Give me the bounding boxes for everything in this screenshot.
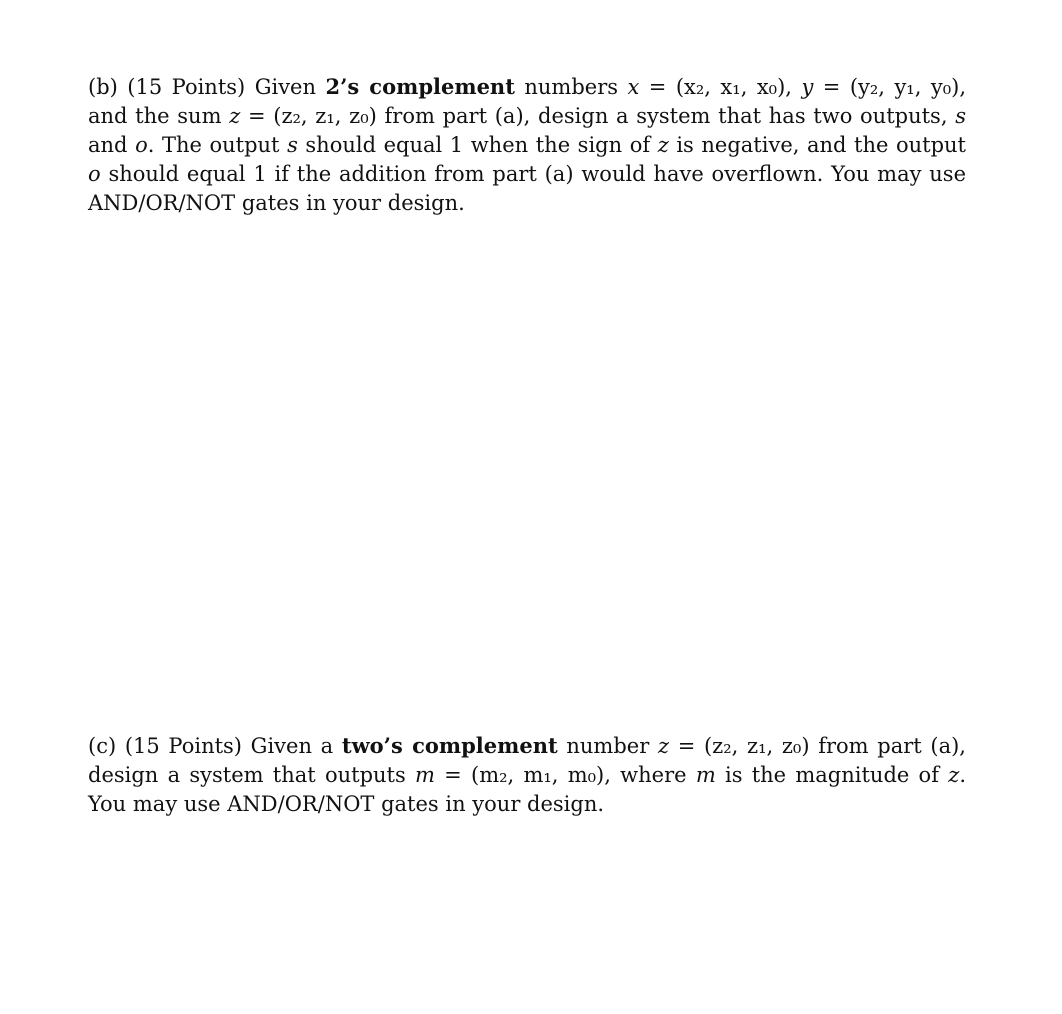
part-b-output-intro: . The output <box>147 133 288 157</box>
var-z-2: z <box>657 133 669 157</box>
var-o-2: o <box>88 162 101 186</box>
var-s: s <box>955 104 966 128</box>
part-c-z-tuple: = (z₂, z₁, z₀) from part (a), design a system that outputs <box>88 734 966 787</box>
part-c-text-2: number <box>557 734 658 758</box>
var-z-2: z <box>948 763 960 787</box>
part-b-y-tuple: = (y₂, y₁, y₀), and the sum <box>88 75 967 128</box>
part-b-negative-text: is negative, and the output <box>668 133 966 157</box>
var-s-2: s <box>287 133 298 157</box>
part-c-text-1: (c) (15 Points) Given a <box>88 734 342 758</box>
var-o: o <box>135 133 148 157</box>
var-z: z <box>657 734 670 758</box>
part-c-m-tuple: = (m₂, m₁, m₀), where <box>434 763 696 787</box>
problem-part-c <box>88 731 966 819</box>
problem-part-b <box>88 72 966 218</box>
part-b-text-2: numbers <box>514 75 628 99</box>
part-b-bold-term: 2’s complement <box>325 74 515 99</box>
part-c-magnitude-text: is the magnitude of <box>715 763 949 787</box>
part-c-gates-text: . You may use AND/OR/NOT gates in your design. <box>88 763 966 816</box>
var-y: y <box>801 75 814 99</box>
part-b-text-1: (b) (15 Points) Given <box>88 75 326 99</box>
var-m: m <box>415 763 435 787</box>
part-c-bold-term: two’s complement <box>341 733 558 758</box>
var-z: z <box>229 104 241 128</box>
part-b-overflow-text: should equal 1 if the addition from part (a) would have overflown. You may use AND/OR/NOT gates in your design. <box>88 162 966 215</box>
var-m-2: m <box>695 763 716 787</box>
part-b-and: and <box>88 133 136 157</box>
var-x: x <box>627 75 640 99</box>
part-b-z-tuple: = (z₂, z₁, z₀) from part (a), design a system that has two outputs, <box>240 104 956 128</box>
part-b-sign-condition: should equal 1 when the sign of <box>297 133 658 157</box>
part-b-x-tuple: = (x₂, x₁, x₀), <box>639 75 802 99</box>
